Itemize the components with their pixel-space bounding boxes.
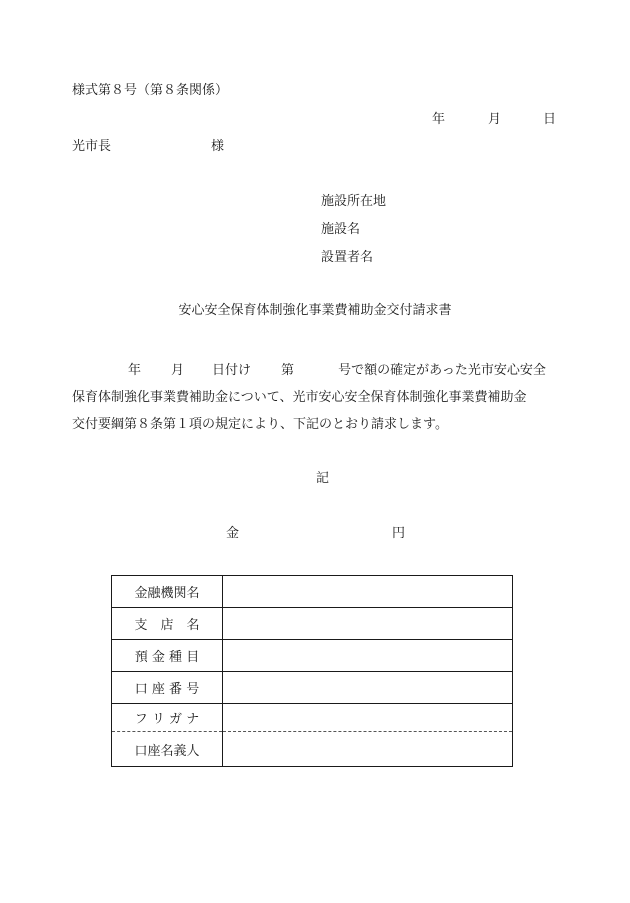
body-line-1-rest: 号で額の確定があった光市安心安全 xyxy=(338,363,546,378)
account-holder-label: 口座名義人 xyxy=(112,732,223,767)
body-dated: 日付け xyxy=(212,363,252,378)
body-paragraph xyxy=(72,357,560,438)
body-year: 年 xyxy=(128,363,142,378)
furigana-label: フ リ ガ ナ xyxy=(112,704,223,732)
amount-unit: 円 xyxy=(392,526,406,541)
date-day-label: 日 xyxy=(543,112,557,127)
branch-name-field[interactable] xyxy=(223,608,513,640)
bank-name-field[interactable] xyxy=(223,576,513,608)
account-type-label: 預 金 種 目 xyxy=(112,640,223,672)
addressee-honorific: 様 xyxy=(211,139,225,154)
body-line-2: 保育体制強化事業費補助金について、光市安心安全保育体制強化事業費補助金 xyxy=(72,390,527,405)
account-holder-field[interactable] xyxy=(223,732,513,767)
form-number: 様式第８号（第８条関係） xyxy=(72,83,229,98)
ki-heading: 記 xyxy=(316,471,330,486)
date-year-label: 年 xyxy=(432,112,446,127)
body-month: 月 xyxy=(171,363,185,378)
facility-name-label: 施設名 xyxy=(321,222,361,237)
body-line-1 xyxy=(72,357,560,384)
account-type-field[interactable] xyxy=(223,640,513,672)
table-row xyxy=(112,640,513,672)
date-month-label: 月 xyxy=(488,112,502,127)
table-row xyxy=(112,732,513,767)
document-title: 安心安全保育体制強化事業費補助金交付請求書 xyxy=(178,303,452,318)
bank-name-label: 金融機関名 xyxy=(112,576,223,608)
addressee xyxy=(72,138,225,156)
body-number-prefix: 第 xyxy=(281,363,295,378)
amount-label: 金 xyxy=(226,526,240,541)
furigana-field[interactable] xyxy=(223,704,513,732)
operator-name-label: 設置者名 xyxy=(321,250,374,265)
branch-name-label: 支 店 名 xyxy=(112,608,223,640)
applicant-block xyxy=(321,193,386,277)
table-row xyxy=(112,672,513,704)
bank-account-table xyxy=(111,575,513,767)
body-line-3: 交付要綱第８条第１項の規定により、下記のとおり請求します。 xyxy=(72,417,448,432)
account-number-field[interactable] xyxy=(223,672,513,704)
table-row xyxy=(112,608,513,640)
table-row xyxy=(112,576,513,608)
addressee-name: 光市長 xyxy=(72,139,112,154)
facility-address-label: 施設所在地 xyxy=(321,194,387,209)
account-number-label: 口 座 番 号 xyxy=(112,672,223,704)
table-row xyxy=(112,704,513,732)
